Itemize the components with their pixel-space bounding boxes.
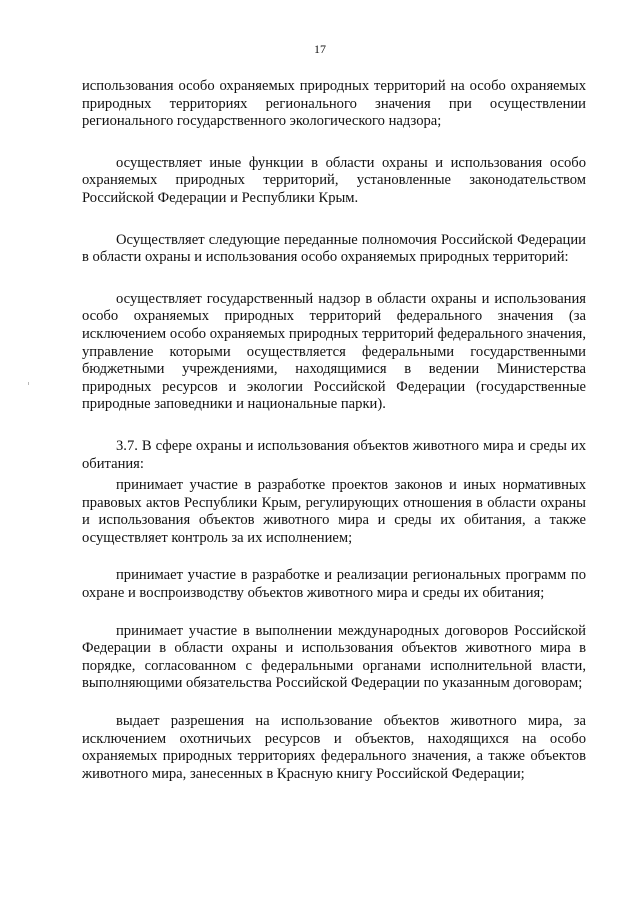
paragraph-8: принимает участие в выполнении международных договоров Российской Федерации в области охраны и использования объектов животного мира в порядке, согласованном с федеральными органами исполнительной власти, выполняющими обязательства Российской Федерации по указанным договорам; [82,622,586,692]
paragraph-2: осуществляет иные функции в области охраны и использования особо охраняемых природных территорий, установленные законодательством Российской Федерации и Республики Крым. [82,154,586,206]
paragraph-7: принимает участие в разработке и реализации региональных программ по охране и воспроизводству объектов животного мира и среды их обитания; [82,567,586,602]
page-number: 17 [314,42,326,56]
paragraph-3: Осуществляет следующие переданные полномочия Российской Федерации в области охраны и использования особо охраняемых природных территорий: [82,231,586,266]
paragraph-6: принимает участие в разработке проектов законов и иных нормативных правовых актов Республики Крым, регулирующих отношения в области охраны и использования объектов животного мира и среды их обитания, а также осуществляет контроль за их исполнением; [82,477,586,546]
paragraph-4: осуществляет государственный надзор в области охраны и использования особо охраняемых природных территорий федерального значения (за исключением особо охраняемых природных территорий федерального значения, управление которыми осуществляется федеральными государственными бюджетными учреждениями, находящимися в ведении Министерства природных ресурсов и экологии Российской Федерации (государственные природные заповедники и национальные парки). [82,290,586,413]
paragraph-9: выдает разрешения на использование объектов животного мира, за исключением охотничьих ресурсов и объектов, находящихся на особо охраняемых природных территориях федерального значения, а также объектов животного мира, занесенных в Красную книгу Российской Федерации; [82,713,586,782]
margin-mark [28,382,29,385]
document-body [82,78,586,783]
section-heading-3-7: 3.7. В сфере охраны и использования объектов животного мира и среды их обитания: [82,437,586,472]
paragraph-1: использования особо охраняемых природных территорий на особо охраняемых природных территориях регионального значения при осуществлении регионального государственного экологического надзора; [82,78,586,130]
